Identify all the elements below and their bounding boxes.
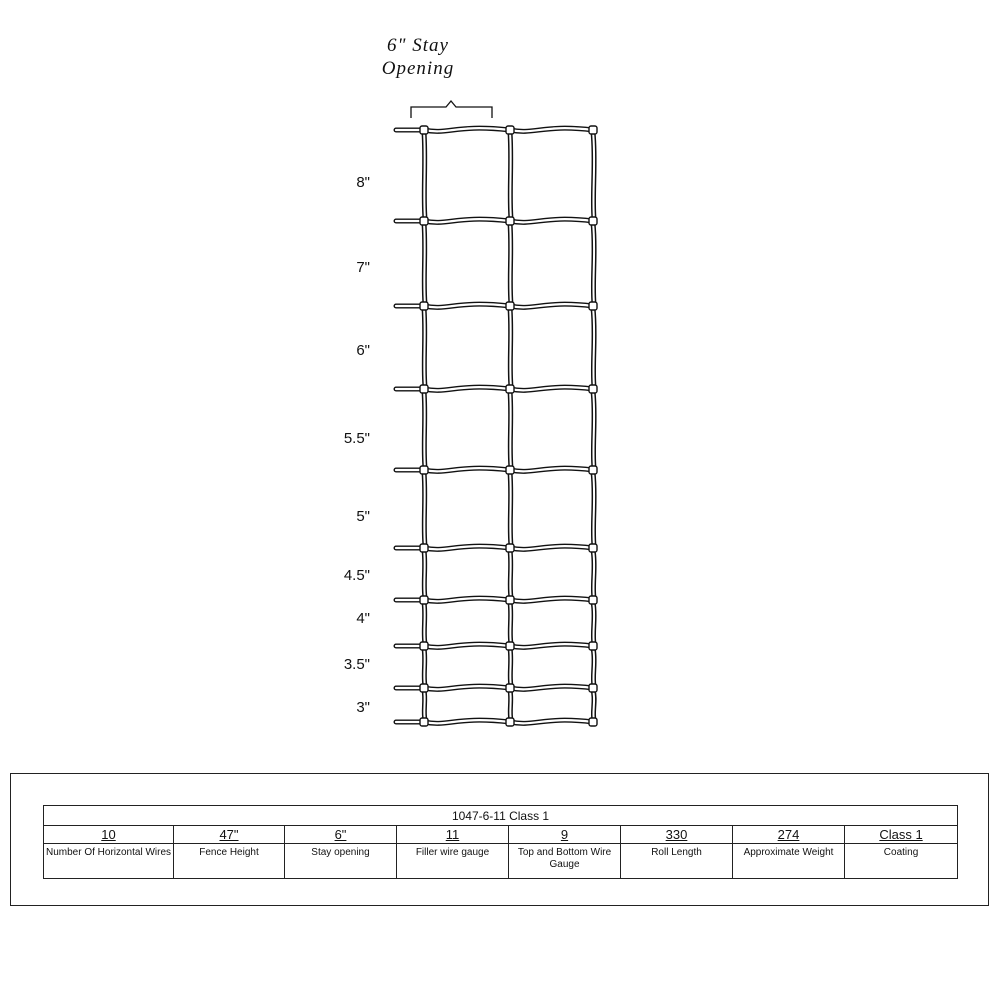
value-filler-wire-gauge: 11: [445, 827, 460, 842]
vertical-stay: [424, 391, 425, 468]
stay-opening-label-line2: Opening: [381, 58, 455, 79]
vertical-stay: [510, 391, 511, 468]
wire-knot: [506, 217, 514, 225]
vertical-stay: [510, 690, 511, 720]
caption-roll-length: Roll Length: [621, 844, 733, 879]
caption-horizontal-wires: Number Of Horizontal Wires: [44, 844, 174, 879]
spec-values-row: [44, 826, 958, 844]
wire-knot: [420, 385, 428, 393]
caption-coating: Coating: [845, 844, 958, 879]
spacing-label-5in: 5": [356, 508, 370, 525]
wire-knot: [420, 596, 428, 604]
vertical-stay: [510, 602, 511, 644]
wire-knot: [420, 544, 428, 552]
vertical-stay: [424, 132, 425, 219]
wire-knot: [506, 302, 514, 310]
caption-stay-opening: Stay opening: [285, 844, 397, 879]
wire-knot: [589, 385, 597, 393]
spacing-label-5-5in: 5.5": [343, 430, 370, 447]
vertical-stay: [424, 690, 425, 720]
caption-top-bottom-gauge: Top and Bottom Wire Gauge: [509, 844, 621, 879]
wire-knot: [589, 642, 597, 650]
value-roll-length: 330: [665, 827, 688, 842]
spec-captions-row: [44, 844, 958, 879]
vertical-stay: [424, 550, 425, 598]
wire-knot: [506, 385, 514, 393]
caption-fence-height: Fence Height: [174, 844, 285, 879]
vertical-stay: [510, 308, 511, 387]
wire-knot: [506, 596, 514, 604]
spacing-label-4in: 4": [356, 610, 370, 627]
wire-knot: [506, 718, 514, 726]
vertical-stay: [593, 391, 594, 468]
wire-knot: [506, 466, 514, 474]
value-horizontal-wires: 10: [101, 827, 116, 842]
spacing-label-6in: 6": [356, 342, 370, 359]
wire-knot: [420, 302, 428, 310]
caption-approximate-weight: Approximate Weight: [733, 844, 845, 879]
value-top-bottom-gauge: 9: [560, 827, 569, 842]
wire-knot: [589, 217, 597, 225]
vertical-stay: [424, 472, 425, 546]
vertical-stay: [593, 690, 594, 720]
spacing-label-3-5in: 3.5": [343, 656, 370, 673]
stay-opening-bracket: [411, 101, 492, 118]
caption-filler-wire-gauge: Filler wire gauge: [397, 844, 509, 879]
wire-knot: [420, 126, 428, 134]
wire-knot: [506, 684, 514, 692]
value-fence-height: 47": [219, 827, 239, 842]
wire-knot: [506, 642, 514, 650]
vertical-stay: [510, 223, 511, 304]
wire-knot: [589, 466, 597, 474]
wire-knot: [589, 684, 597, 692]
wire-knot: [506, 126, 514, 134]
vertical-stay: [510, 472, 511, 546]
wire-knot: [420, 466, 428, 474]
stay-opening-label-line1: 6" Stay: [387, 35, 449, 56]
wire-knot: [589, 544, 597, 552]
value-coating: Class 1: [879, 827, 923, 842]
spacing-label-4-5in: 4.5": [343, 567, 370, 584]
wire-knot: [420, 718, 428, 726]
vertical-stay: [593, 602, 594, 644]
spec-table: [43, 805, 958, 879]
vertical-stay: [510, 132, 511, 219]
vertical-stay: [593, 223, 594, 304]
vertical-stay: [424, 308, 425, 387]
wire-knot: [506, 544, 514, 552]
vertical-stay: [510, 550, 511, 598]
vertical-stay: [424, 648, 425, 686]
vertical-stay: [424, 602, 425, 644]
spacing-label-3in: 3": [356, 699, 370, 716]
vertical-stay: [510, 648, 511, 686]
wire-knot: [589, 596, 597, 604]
vertical-stay: [593, 550, 594, 598]
vertical-stay: [424, 223, 425, 304]
spacing-label-8in: 8": [356, 174, 370, 191]
wire-knot: [420, 217, 428, 225]
wire-knot: [420, 642, 428, 650]
wire-knot: [589, 126, 597, 134]
vertical-stay: [593, 308, 594, 387]
spec-title: 1047-6-11 Class 1: [44, 806, 958, 826]
vertical-stay: [593, 648, 594, 686]
value-stay-opening: 6": [334, 827, 347, 842]
vertical-stay: [593, 472, 594, 546]
value-approximate-weight: 274: [777, 827, 800, 842]
vertical-stay: [593, 132, 594, 219]
wire-knot: [420, 684, 428, 692]
wire-knot: [589, 302, 597, 310]
spacing-label-7in: 7": [356, 259, 370, 276]
wire-knot: [589, 718, 597, 726]
vertical-stays: [420, 126, 597, 726]
